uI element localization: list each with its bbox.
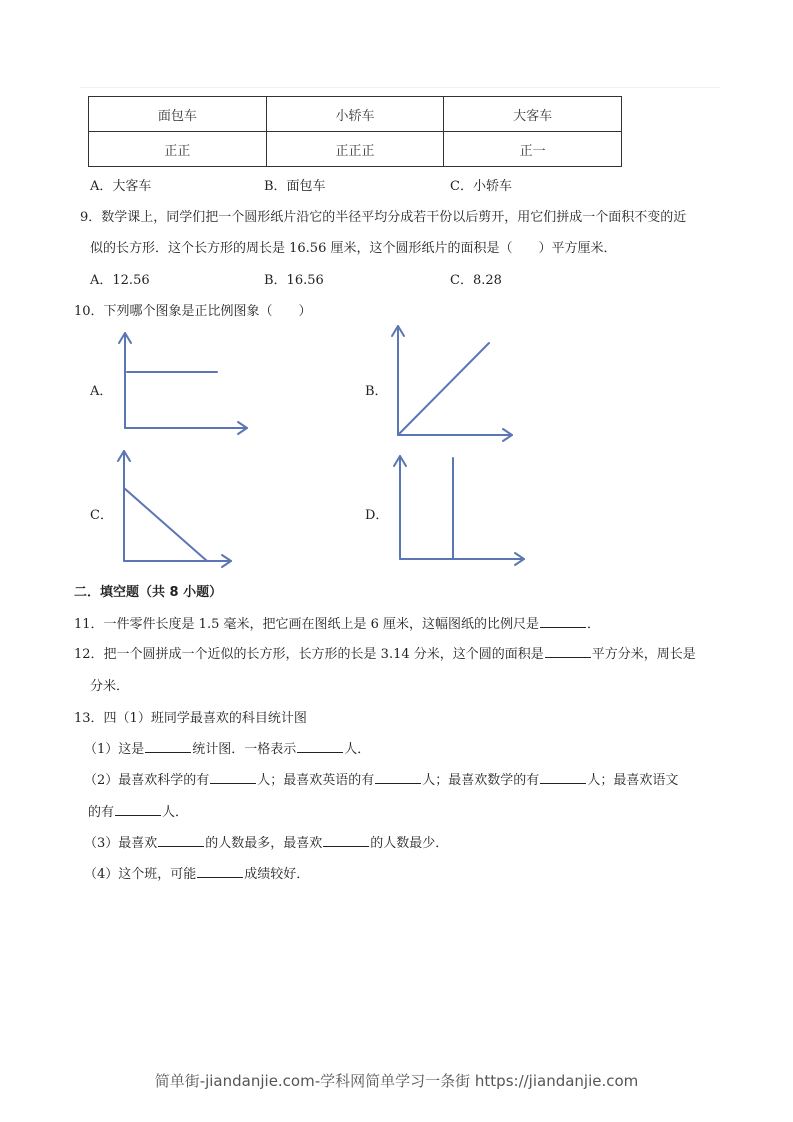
- q9-option-c: C．8.28: [450, 273, 502, 288]
- text: （1）这是: [84, 742, 145, 757]
- q9-option-a: A．12.56: [90, 273, 150, 288]
- answer-blank[interactable]: [210, 770, 256, 784]
- q9-stem-line2: 似的长方形．这个长方形的周长是 16.56 厘米，这个圆形纸片的面积是（ ）平方厘米．: [90, 241, 617, 256]
- text: 人；最喜欢英语的有: [257, 773, 375, 788]
- q9-stem-line1: 9．数学课上，同学们把一个圆形纸片沿它的半径平均分成若干份以后剪开，用它们拼成一个面积不变的近: [80, 210, 687, 225]
- answer-blank[interactable]: [158, 833, 204, 847]
- answer-blank[interactable]: [115, 802, 161, 816]
- text: （4）这个班，可能: [84, 867, 197, 882]
- answer-blank[interactable]: [540, 770, 586, 784]
- q11: [74, 613, 600, 632]
- text: （2）最喜欢科学的有: [84, 773, 210, 788]
- text: 的有: [88, 805, 115, 820]
- q11-text: 11．一件零件长度是 1.5 毫米，把它画在图纸上是 6 厘米，这幅图纸的比例尺是: [74, 617, 540, 632]
- q11-text-end: ．: [587, 617, 601, 632]
- answer-blank[interactable]: [375, 770, 421, 784]
- q13-part1: [84, 738, 370, 757]
- q10-option-d-label: D．: [365, 508, 389, 523]
- q13-stem: 13．四（1）班同学最喜欢的科目统计图: [74, 711, 307, 726]
- footer-watermark: 简单街-jiandanjie.com-学科网简单学习一条街 https://jiandanjie.com: [154, 1072, 639, 1090]
- q8-option-b: B．面包车: [264, 179, 326, 194]
- answer-blank[interactable]: [297, 739, 343, 753]
- q8-option-c: C．小轿车: [450, 179, 512, 194]
- text: 人．: [162, 805, 189, 820]
- table-cell: 正正正: [266, 132, 444, 167]
- q13-part2-line1: [84, 769, 678, 788]
- answer-blank[interactable]: [145, 739, 191, 753]
- text: 的人数最少．: [370, 836, 449, 851]
- text: 人．: [344, 742, 371, 757]
- text: 的人数最多，最喜欢: [205, 836, 323, 851]
- table-cell: 大客车: [444, 97, 622, 132]
- q12-line2: 分米．: [90, 679, 130, 694]
- q13-part3: [84, 832, 448, 851]
- q12-text-mid: 平方分米，周长是: [591, 647, 696, 662]
- q12-line1: [74, 643, 696, 662]
- q10-option-a-label: A．: [90, 384, 113, 399]
- section-title-fill-in: 二．填空题（共 8 小题）: [74, 585, 223, 600]
- q13-part4: [84, 863, 309, 882]
- text: 统计图．一格表示: [192, 742, 297, 757]
- table-cell: 小轿车: [266, 97, 444, 132]
- text: 成绩较好．: [244, 867, 310, 882]
- q8-option-a: A．大客车: [90, 179, 152, 194]
- text: （3）最喜欢: [84, 836, 158, 851]
- table-cell: 正正: [89, 132, 267, 167]
- q13-part2-line2: [88, 801, 188, 820]
- table-cell: 正一: [444, 132, 622, 167]
- answer-blank[interactable]: [197, 864, 243, 878]
- q10-option-c-label: C．: [90, 508, 113, 523]
- q12-text: 12．把一个圆拼成一个近似的长方形，长方形的长是 3.14 分米，这个圆的面积是: [74, 647, 544, 662]
- answer-blank[interactable]: [545, 644, 591, 658]
- answer-blank[interactable]: [323, 833, 369, 847]
- q10-option-b-label: B．: [365, 384, 388, 399]
- q10-stem: 10．下列哪个图象是正比例图象（ ）: [74, 304, 312, 319]
- text: 人；最喜欢语文: [587, 773, 679, 788]
- q9-option-b: B．16.56: [264, 273, 324, 288]
- text: 人；最喜欢数学的有: [422, 773, 540, 788]
- answer-blank[interactable]: [540, 614, 586, 628]
- table-cell: 面包车: [89, 97, 267, 132]
